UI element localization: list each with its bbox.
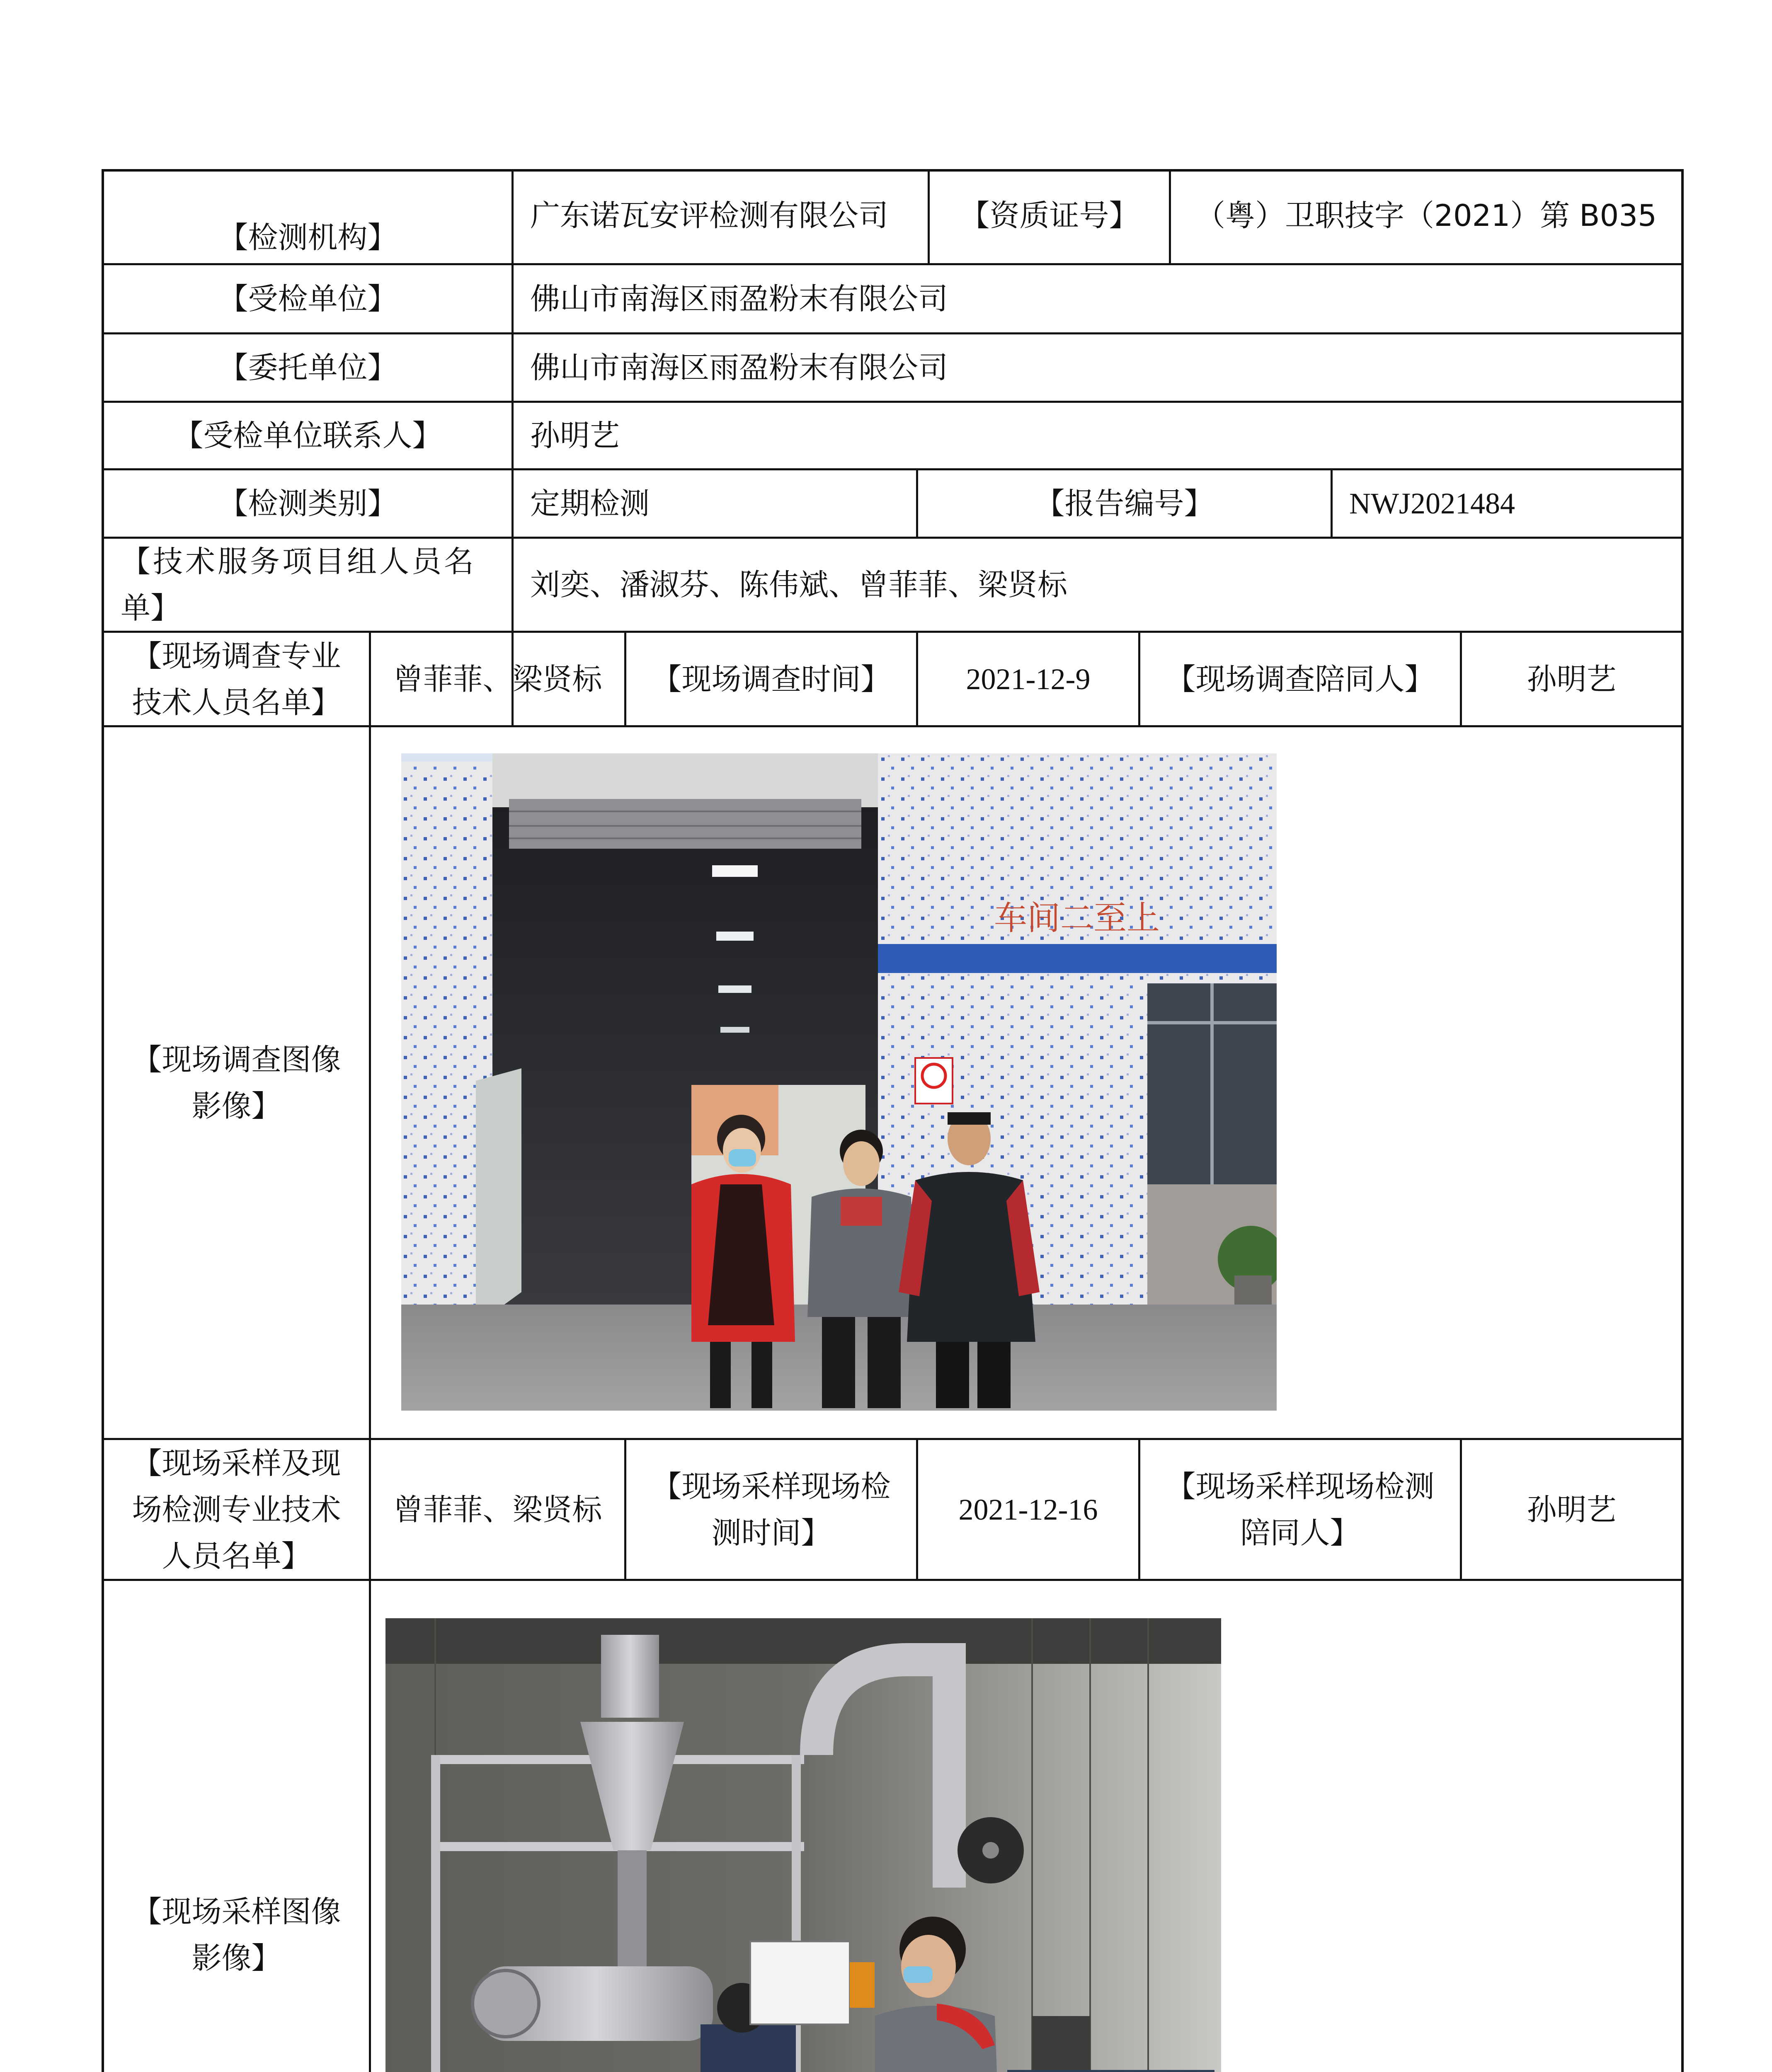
sampling-companion-label-line1: 【现场采样现场检测 xyxy=(1166,1469,1435,1504)
client-unit-value: 佛山市南海区雨盈粉末有限公司 xyxy=(530,350,948,385)
client-unit-label: 【委托单位】 xyxy=(218,350,398,385)
sampling-companion-label xyxy=(1140,1440,1460,1579)
team-label xyxy=(104,539,511,631)
category-label: 【检测类别】 xyxy=(218,486,398,521)
sampling-staff-label-line3: 人员名单】 xyxy=(162,1538,311,1573)
survey-site-photo xyxy=(401,753,1277,1411)
survey-photo-label-line2: 影像】 xyxy=(192,1088,281,1123)
sampling-photo-label-line1: 【现场采样图像 xyxy=(132,1894,341,1929)
sampling-time-value: 2021-12-16 xyxy=(958,1493,1098,1526)
sampling-photo-label xyxy=(104,1581,369,2072)
survey-time-value: 2021-12-9 xyxy=(966,662,1091,696)
agency-value: 广东诺瓦安评检测有限公司 xyxy=(530,198,889,233)
survey-companion-value: 孙明艺 xyxy=(1527,661,1617,697)
inspected-unit-label: 【受检单位】 xyxy=(218,281,398,316)
survey-companion-label: 【现场调查陪同人】 xyxy=(1166,661,1435,697)
category-value: 定期检测 xyxy=(530,486,650,521)
survey-staff-label-line1: 【现场调查专业 xyxy=(132,638,341,673)
report-number-value: NWJ2021484 xyxy=(1349,487,1515,520)
team-value: 刘奕、潘淑芬、陈伟斌、曾菲菲、梁贤标 xyxy=(530,567,1068,602)
contact-label: 【受检单位联系人】 xyxy=(173,418,442,453)
wall-painted-text: 车间二至上 xyxy=(994,899,1160,937)
sampling-companion-label-line2: 陪同人】 xyxy=(1240,1515,1360,1550)
sampling-staff-label xyxy=(104,1440,369,1579)
survey-time-label: 【现场调查时间】 xyxy=(652,661,891,697)
team-label-line2: 单】 xyxy=(121,591,181,625)
cert-label: 【资质证号】 xyxy=(960,198,1139,233)
survey-staff-value: 曾菲菲、梁贤标 xyxy=(393,661,602,697)
survey-photo-label xyxy=(104,727,369,1438)
inspected-unit-value: 佛山市南海区雨盈粉末有限公司 xyxy=(530,281,948,316)
sampling-photo-label-line2: 影像】 xyxy=(192,1940,281,1975)
sampling-companion-value: 孙明艺 xyxy=(1527,1492,1617,1527)
team-label-line1: 【技术服务项目组人员名 xyxy=(121,544,477,579)
report-number-label: 【报告编号】 xyxy=(1035,486,1214,521)
survey-staff-label xyxy=(104,633,369,725)
survey-staff-label-line2: 技术人员名单】 xyxy=(132,685,341,720)
sampling-time-label-line2: 测时间】 xyxy=(711,1515,831,1550)
cert-value: （粤）卫职技字（2021）第 B035 xyxy=(1195,198,1657,233)
agency-label: 【检测机构】 xyxy=(218,220,398,255)
sampling-staff-value: 曾菲菲、梁贤标 xyxy=(393,1492,602,1527)
sampling-site-photo xyxy=(385,1618,1221,2072)
survey-photo-label-line1: 【现场调查图像 xyxy=(132,1042,341,1077)
sampling-staff-label-line1: 【现场采样及现 xyxy=(132,1445,341,1481)
contact-value: 孙明艺 xyxy=(530,418,620,453)
sampling-time-label xyxy=(626,1440,916,1579)
sampling-time-label-line1: 【现场采样现场检 xyxy=(652,1469,891,1504)
sampling-staff-label-line2: 场检测专业技术 xyxy=(132,1492,341,1527)
